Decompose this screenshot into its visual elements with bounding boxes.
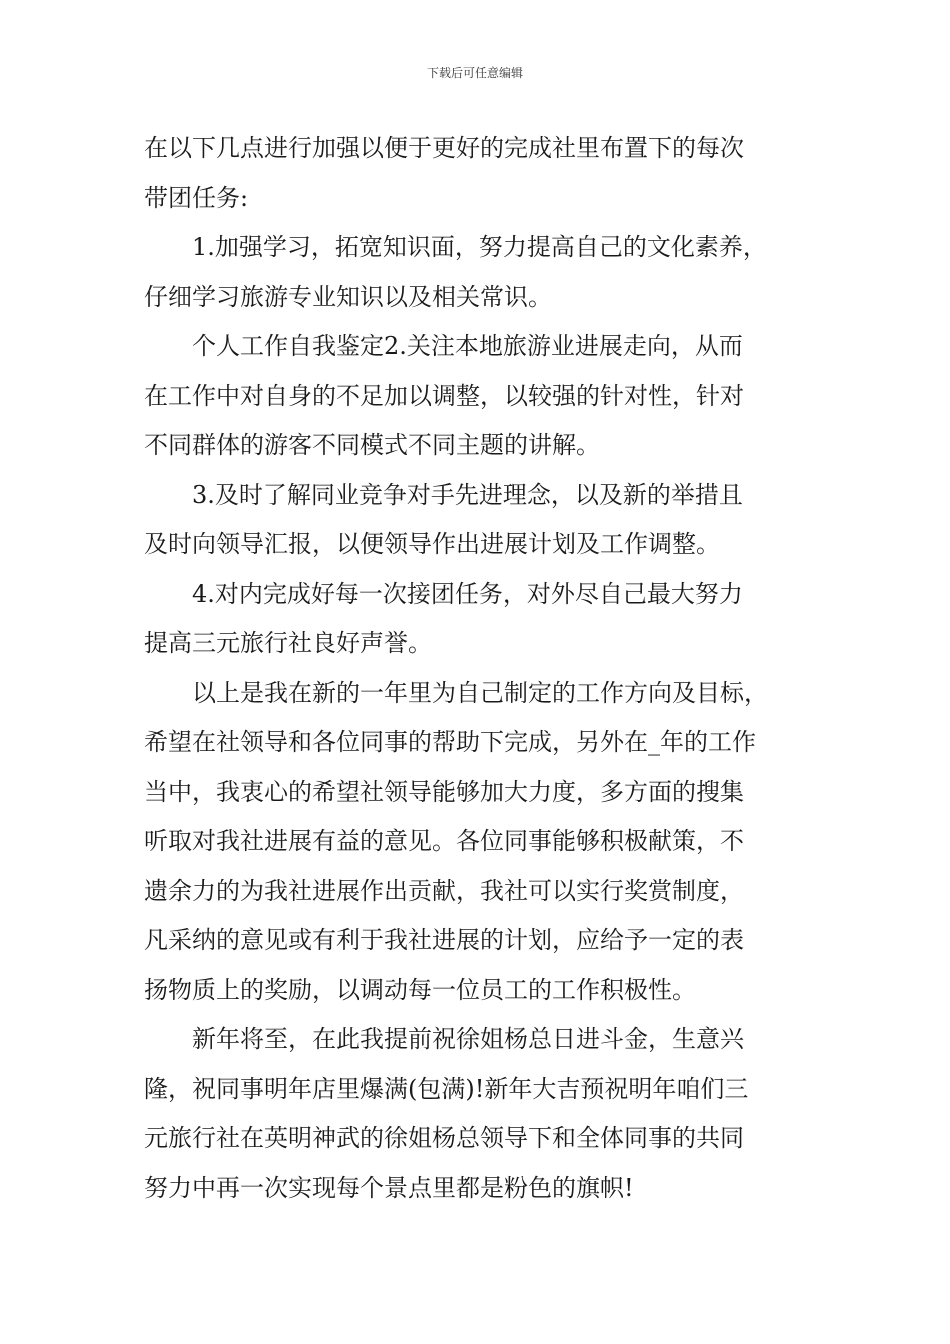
text-line: 提高三元旅行社良好声誉。: [144, 629, 432, 657]
paragraph: [144, 1015, 834, 1213]
text-line: 1.加强学习，拓宽知识面，努力提高自己的文化素养，: [192, 233, 767, 261]
text-line: 努力中再一次实现每个景点里都是粉色的旗帜!: [144, 1173, 634, 1202]
text-line: 个人工作自我鉴定2.关注本地旅游业进展走向，从而: [192, 332, 743, 360]
text-line: 元旅行社在英明神武的徐姐杨总领导下和全体同事的共同: [144, 1124, 744, 1152]
text-line: 3.及时了解同业竞争对手先进理念，以及新的举措且: [192, 480, 743, 509]
text-line: 新年将至，在此我提前祝徐姐杨总日进斗金，生意兴: [192, 1025, 744, 1053]
text-line: 遗余力的为我社进展作出贡献，我社可以实行奖赏制度，: [144, 876, 744, 905]
text-line: 当中，我衷心的希望社领导能够加大力度，多方面的搜集: [144, 777, 744, 806]
paragraph: [144, 570, 834, 669]
page-header-note: 下载后可任意编辑: [426, 66, 523, 80]
text-line: 希望在社领导和各位同事的帮助下完成，另外在_年的工作: [144, 728, 756, 756]
text-line: 在以下几点进行加强以便于更好的完成社里布置下的每次: [144, 134, 744, 162]
text-line: 扬物质上的奖励，以调动每一位员工的工作积极性。: [144, 975, 696, 1004]
text-line: 4.对内完成好每一次接团任务，对外尽自己最大努力: [192, 579, 743, 608]
paragraph: [144, 322, 834, 471]
text-line: 隆，祝同事明年店里爆满(包满)!新年大吉预祝明年咱们三: [144, 1074, 749, 1103]
text-line: 以上是我在新的一年里为自己制定的工作方向及目标，: [192, 678, 768, 707]
paragraph: [144, 669, 834, 1016]
text-line: 凡采纳的意见或有利于我社进展的计划，应给予一定的表: [144, 926, 744, 954]
document-body: [144, 124, 834, 1213]
text-line: 不同群体的游客不同模式不同主题的讲解。: [144, 431, 600, 459]
text-line: 及时向领导汇报，以便领导作出进展计划及工作调整。: [144, 530, 720, 558]
paragraph: [144, 223, 834, 322]
paragraph: [144, 471, 834, 570]
text-line: 听取对我社进展有益的意见。各位同事能够积极献策，不: [144, 827, 744, 855]
text-line: 仔细学习旅游专业知识以及相关常识。: [144, 282, 552, 311]
paragraph: [144, 124, 834, 223]
text-line: 带团任务:: [144, 183, 249, 212]
text-line: 在工作中对自身的不足加以调整，以较强的针对性，针对: [144, 381, 744, 410]
